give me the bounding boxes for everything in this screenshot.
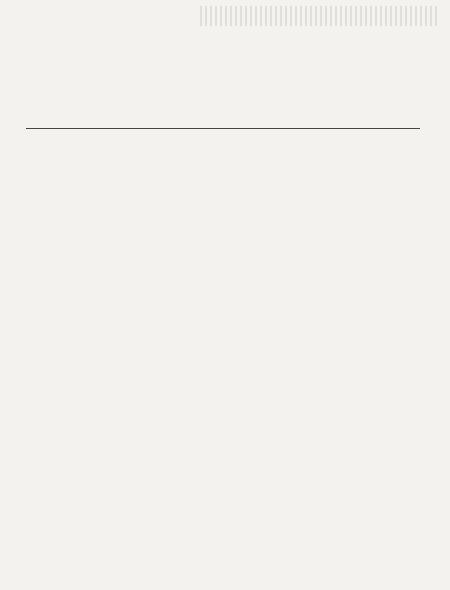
divider: [26, 128, 420, 129]
bleed-through-text: [200, 6, 440, 26]
